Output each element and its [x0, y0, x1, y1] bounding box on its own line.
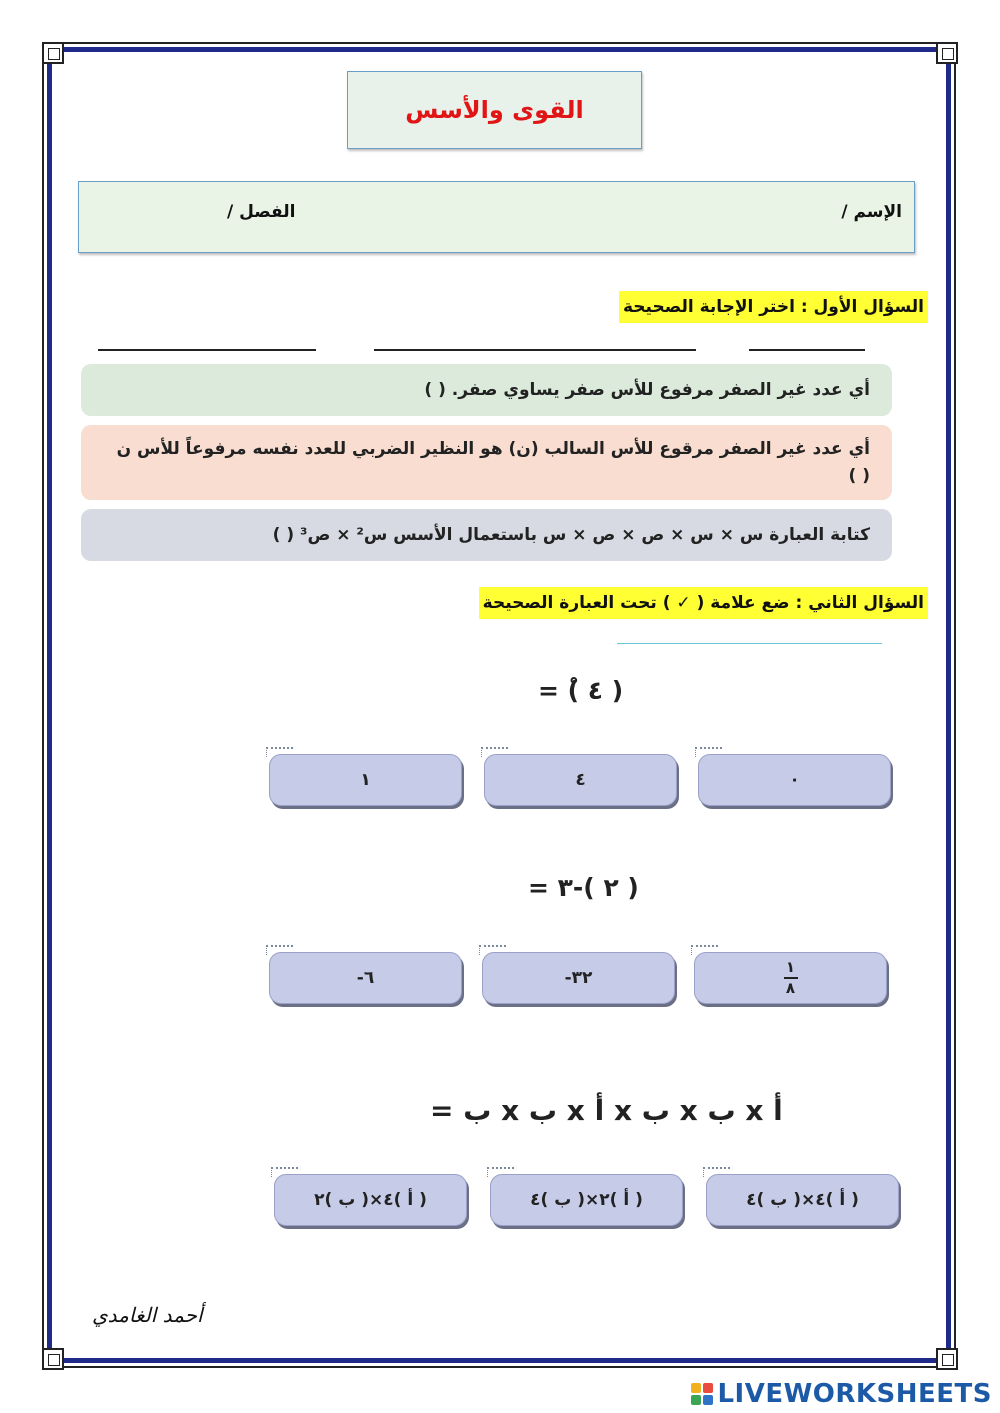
frame-corner-bottom-right — [936, 1348, 958, 1370]
name-label: الإسم / — [841, 202, 902, 222]
teacher-signature: أحمد الغامدي — [92, 1303, 203, 1327]
option-corner-mark — [479, 945, 506, 955]
option-corner-mark — [691, 945, 718, 955]
question1-heading: السؤال الأول : اختر الإجابة الصحيحة — [619, 291, 928, 323]
answer-option[interactable] — [482, 952, 675, 1004]
option-corner-mark — [703, 1167, 730, 1177]
option-text: ( أ )٤×( ب )٢ — [314, 1190, 427, 1210]
frame-corner-bottom-left — [42, 1348, 64, 1370]
option-text: ٣٢- — [564, 968, 593, 988]
expression-2: ( ٢ )‏-٣ = — [528, 873, 639, 902]
option-corner-mark — [266, 747, 293, 757]
option-text: ( أ )٤×( ب )٤ — [746, 1190, 859, 1210]
option-text: ٠ — [789, 770, 800, 790]
answer-option[interactable] — [694, 952, 887, 1004]
expression-1: ( ٤ )ْ = — [538, 676, 624, 705]
option-text: ٤ — [575, 770, 586, 790]
fraction-denominator: ٨ — [785, 979, 796, 997]
class-label: الفصل / — [227, 202, 296, 222]
option-corner-mark — [481, 747, 508, 757]
statement-3[interactable]: كتابة العبارة س × س × ص × ص × س باستعمال الأسس س² × ص³ ( ) — [81, 509, 892, 561]
option-text: ١ — [360, 770, 371, 790]
decorative-line — [617, 643, 882, 644]
answer-option[interactable] — [274, 1174, 467, 1226]
liveworksheets-logo[interactable] — [691, 1379, 992, 1409]
option-corner-mark — [487, 1167, 514, 1177]
answer-option[interactable] — [698, 754, 891, 806]
frame-corner-top-right — [936, 42, 958, 64]
option-corner-mark — [266, 945, 293, 955]
answer-option[interactable] — [490, 1174, 683, 1226]
liveworksheets-icon — [691, 1383, 713, 1405]
answer-option[interactable] — [484, 754, 677, 806]
answer-option[interactable] — [269, 952, 462, 1004]
frame-corner-top-left — [42, 42, 64, 64]
statement-2[interactable]: أي عدد غير الصفر مرقوع للأس السالب (ن) هو النظير الضربي للعدد نفسه مرفوعاً للأس ن ( ) — [81, 425, 892, 500]
fraction-one-eighth — [784, 960, 798, 996]
student-info-box — [78, 181, 915, 253]
statement-1[interactable]: أي عدد غير الصفر مرفوع للأس صفر يساوي صفر. ( ) — [81, 364, 892, 416]
option-text: ٦- — [356, 968, 375, 988]
liveworksheets-wordmark: LIVEWORKSHEETS — [717, 1379, 992, 1409]
option-corner-mark — [695, 747, 722, 757]
page-title: القوى والأسس — [347, 71, 642, 149]
option-text: ( أ )٢×( ب )٤ — [530, 1190, 643, 1210]
divider-line — [374, 349, 696, 351]
expression-3: أ x ب x ب x أ x ب x ب = — [430, 1094, 783, 1127]
fraction-numerator: ١ — [785, 958, 796, 976]
option-corner-mark — [271, 1167, 298, 1177]
answer-option[interactable] — [706, 1174, 899, 1226]
question2-heading: السؤال الثاني : ضع علامة ( ✓ ) تحت العبارة الصحيحة — [479, 587, 928, 619]
divider-line — [749, 349, 865, 351]
answer-option[interactable] — [269, 754, 462, 806]
divider-line — [98, 349, 316, 351]
